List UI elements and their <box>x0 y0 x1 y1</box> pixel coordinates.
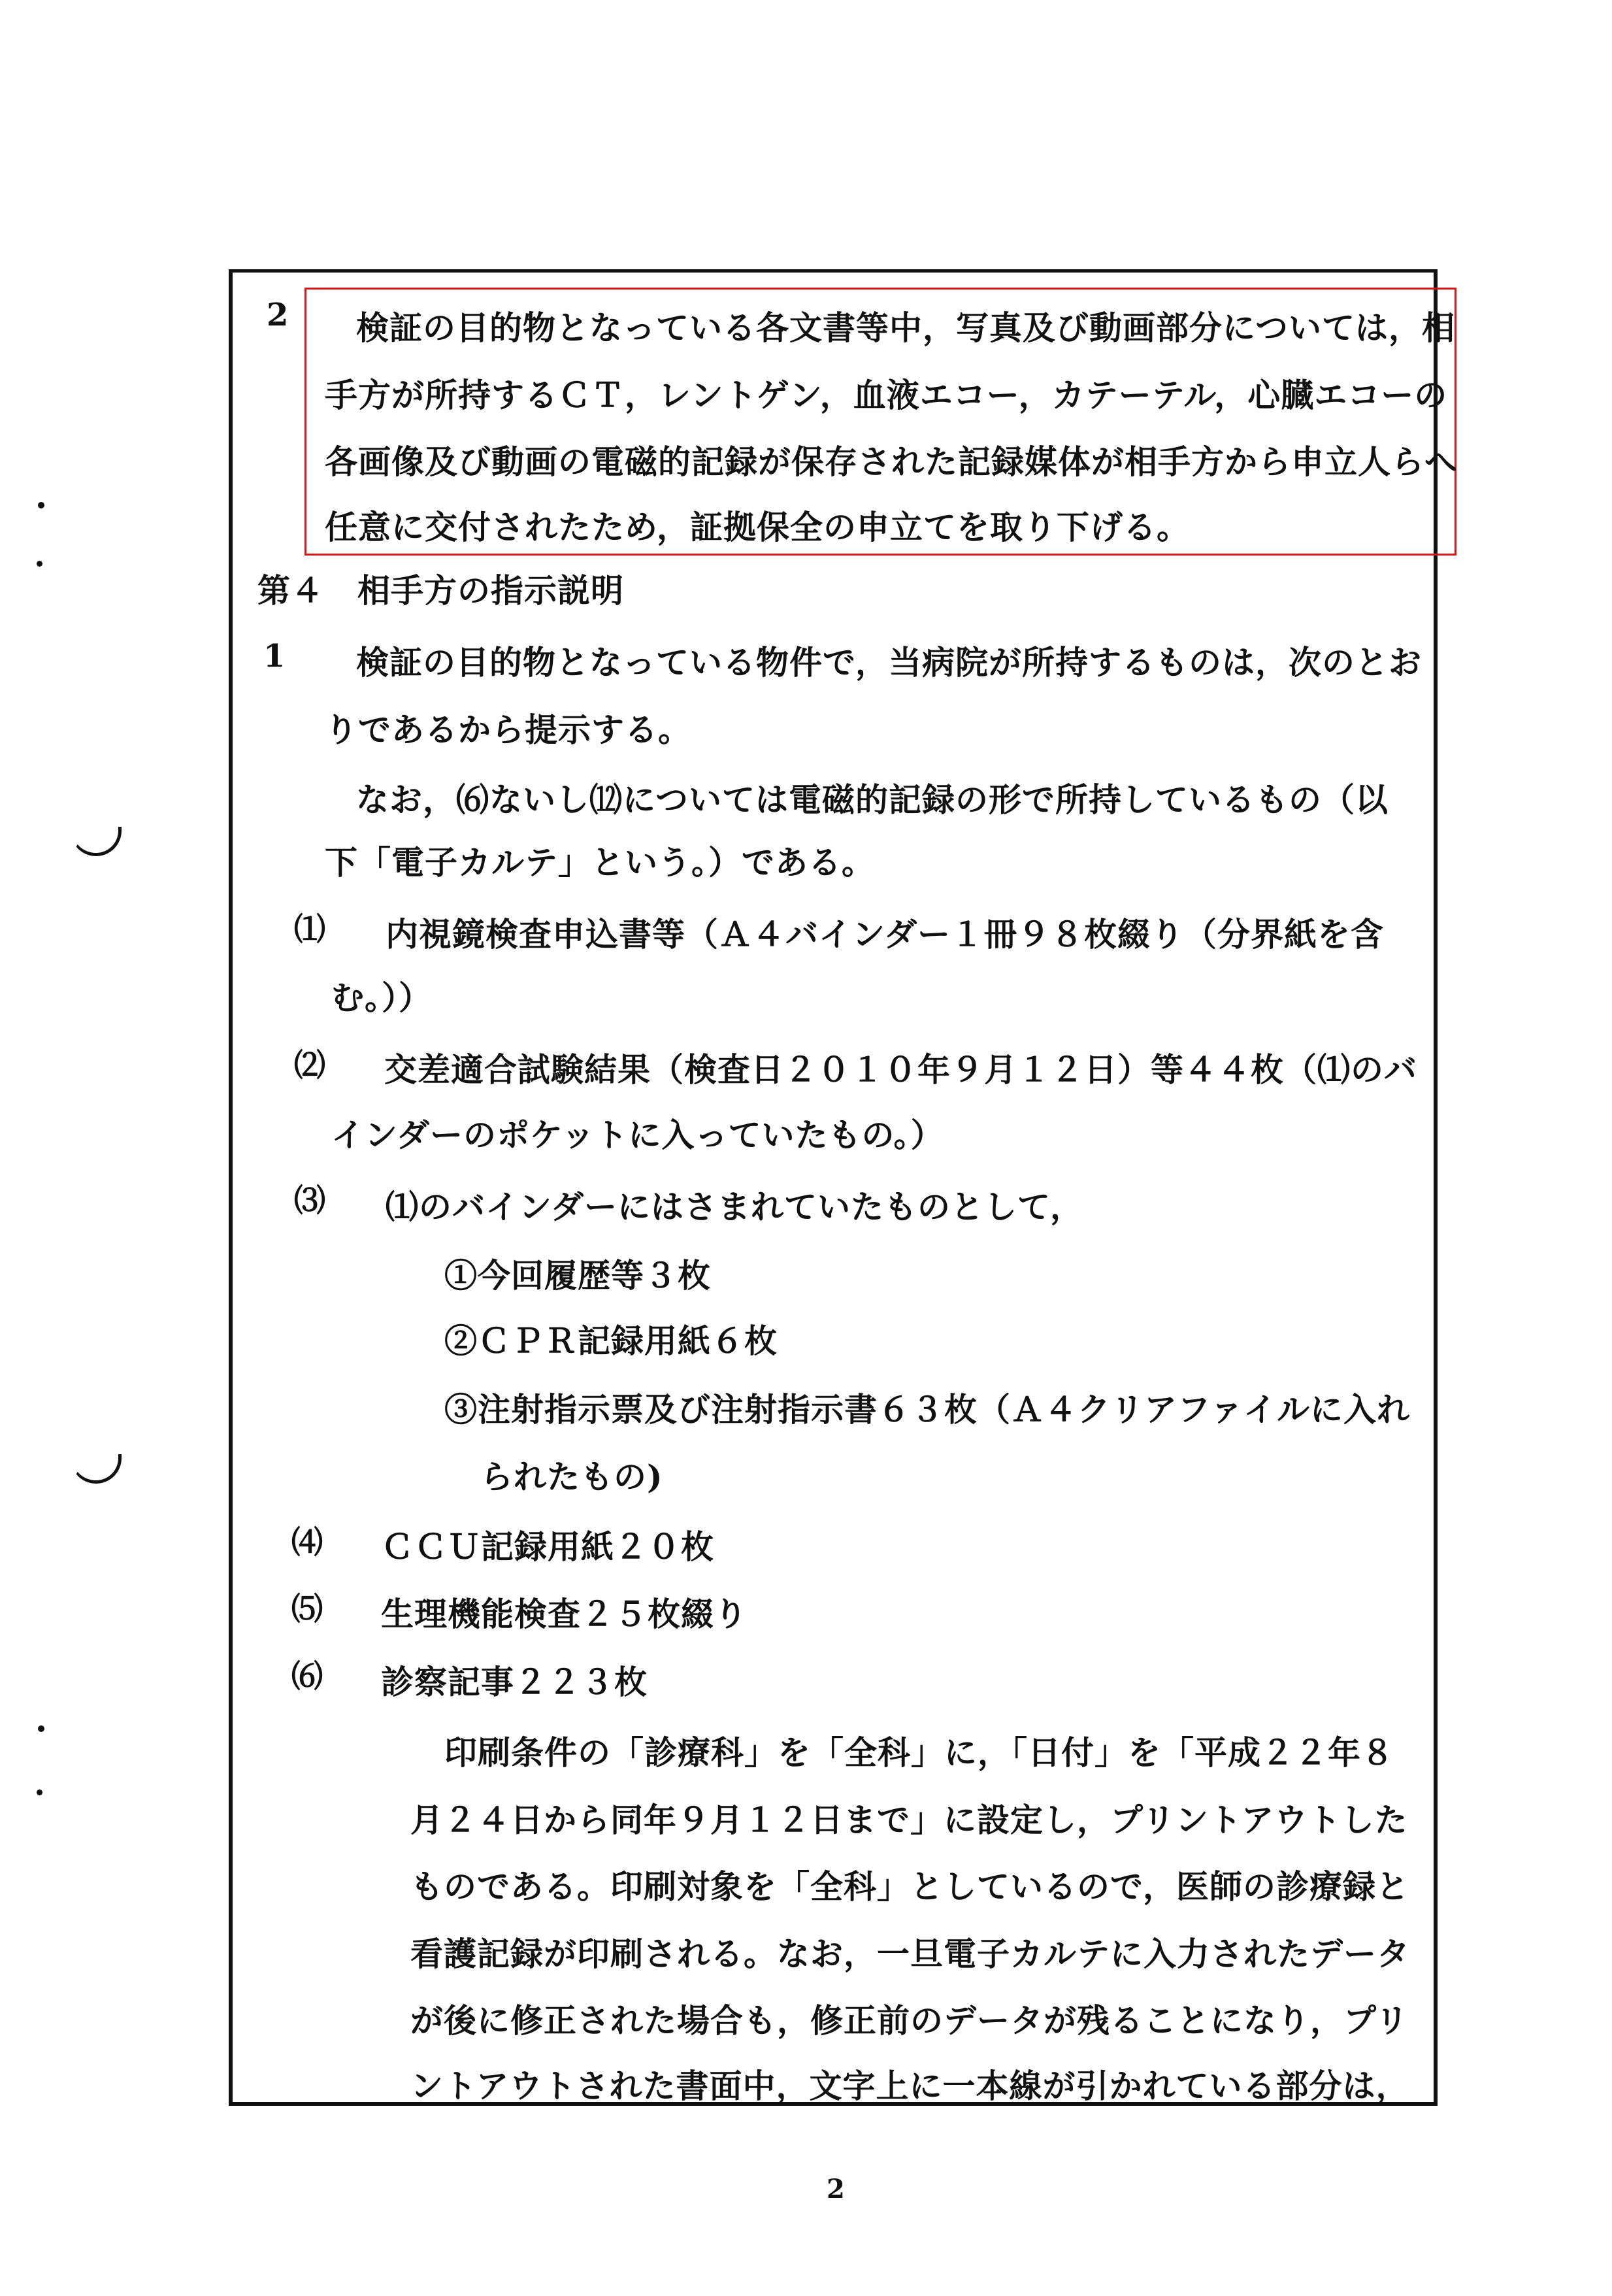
binding-dot <box>38 1725 44 1732</box>
binding-curve <box>71 827 122 856</box>
sub5-line: 生理機能検査２５枚綴り <box>381 1595 748 1633</box>
sub3-item-2: ②ＣＰＲ記録用紙６枚 <box>444 1322 778 1360</box>
item1-line-4: 下「電子カルテ」という。）である。 <box>325 843 875 882</box>
section2-line-3: 各画像及び動画の電磁的記録が保存された記録媒体が相手方から申立人らへ <box>325 442 1458 481</box>
section2-line-4: 任意に交付されたため，証拠保全の申立てを取り下げる。 <box>325 508 1190 546</box>
sub3-line: ⑴のバインダーにはさまれていたものとして， <box>386 1188 1083 1226</box>
sub6-number: ⑹ <box>291 1658 323 1695</box>
section2-number: 2 <box>267 297 289 333</box>
sub3-item-3: ③注射指示票及び注射指示書６３枚（Ａ４クリアファイルに入れ <box>444 1390 1410 1429</box>
sub1-line-2: む。）） <box>331 978 432 1017</box>
binding-curve <box>71 1454 122 1484</box>
sub1-line-1: 内視鏡検査申込書等（Ａ４バインダー１冊９８枚綴り（分界紙を含 <box>386 915 1384 954</box>
sub3-item-4: られたもの) <box>480 1457 663 1496</box>
sub6-body-2: 月２４日から同年９月１２日まで」に設定し，プリントアウトした <box>410 1801 1408 1839</box>
sub6-body-3: ものである。印刷対象を「全科」としているので，医師の診療録と <box>410 1867 1409 1906</box>
sub4-line: ＣＣＵ記録用紙２０枚 <box>381 1527 714 1566</box>
sub6-body-4: 看護記録が印刷される。なお，一旦電子カルテに入力されたデータ <box>410 1935 1410 1973</box>
sub5-number: ⑸ <box>291 1591 323 1627</box>
sub6-body-6: ントアウトされた書面中，文字上に一本線が引かれている部分は， <box>410 2067 1409 2105</box>
binding-dot <box>37 561 42 567</box>
item1-line-3: なお，⑹ないし⑿については電磁的記録の形で所持しているもの（以 <box>356 780 1389 819</box>
heading-4: 第４ 相手方の指示説明 <box>257 571 624 610</box>
binding-dot <box>37 1789 42 1795</box>
sub2-line-1: 交差適合試験結果（検査日２０１０年９月１２日）等４４枚（⑴のバ <box>384 1050 1417 1089</box>
sub6-body-1: 印刷条件の「診療科」を「全科」に，「日付」を「平成２２年８ <box>444 1733 1394 1772</box>
page-number: 2 <box>827 2174 845 2204</box>
sub3-item-1: ①今回履歴等３枚 <box>444 1256 711 1295</box>
item1-line-2: りであるから提示する。 <box>325 710 691 749</box>
sub2-line-2: インダーのポケットに入っていたもの。） <box>331 1116 944 1154</box>
item1-number: 1 <box>263 638 286 674</box>
sub1-number: ⑴ <box>294 911 326 948</box>
sub6-line: 診察記事２２３枚 <box>381 1663 648 1701</box>
sub4-number: ⑷ <box>291 1524 323 1561</box>
sub2-number: ⑵ <box>294 1047 326 1084</box>
section2-line-1: 検証の目的物となっている各文書等中，写真及び動画部分については，相 <box>356 308 1455 347</box>
binding-dot <box>38 502 44 508</box>
sub6-body-5: が後に修正された場合も，修正前のデータが残ることになり，プリ <box>410 2001 1409 2040</box>
sub3-number: ⑶ <box>294 1182 326 1219</box>
item1-line-1: 検証の目的物となっている物件で，当病院が所持するものは，次のとお <box>356 643 1422 682</box>
section2-line-2: 手方が所持するＣＴ，レントゲン，血液エコー，カテーテル，心臓エコーの <box>325 376 1448 414</box>
